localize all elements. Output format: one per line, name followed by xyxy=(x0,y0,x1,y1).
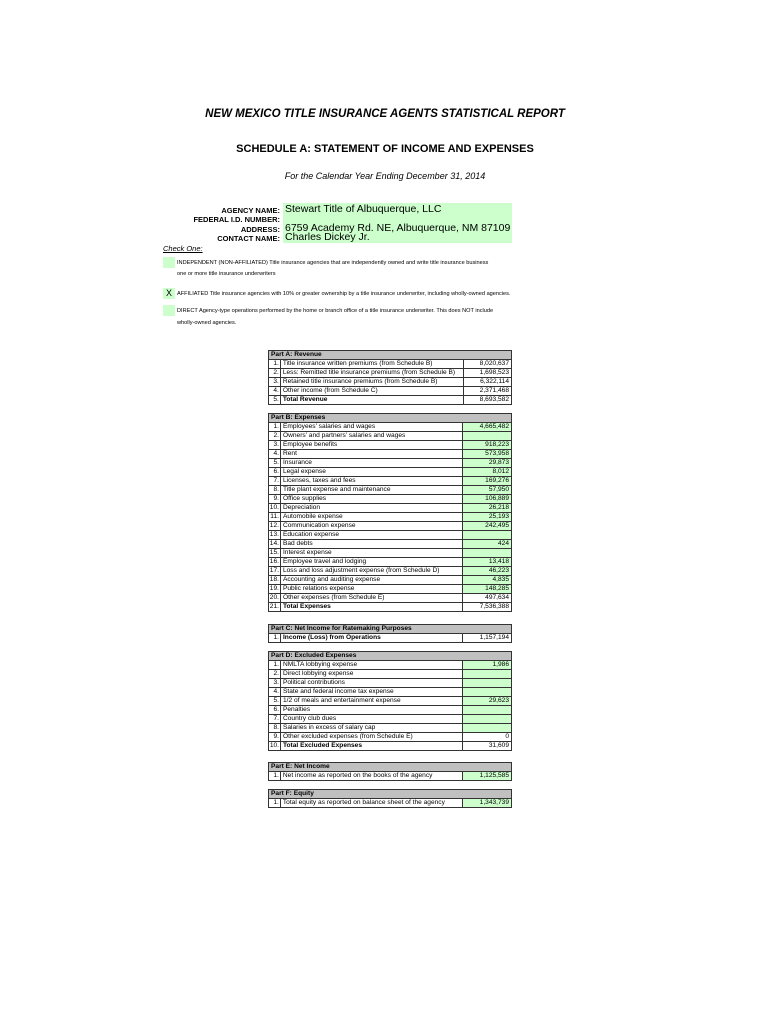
part-header-row xyxy=(269,763,512,772)
part-net-income-ratemaking-table xyxy=(268,624,512,643)
amount-input[interactable]: 29,873 xyxy=(463,459,512,468)
table-row xyxy=(269,378,512,387)
independent-option-text: INDEPENDENT (NON-AFFILIATED) Title insurance agencies that are independently owned and write title insurance business xyxy=(177,260,489,266)
table-row xyxy=(269,558,512,567)
line-label: Other income (from Schedule C) xyxy=(280,387,463,396)
line-number: 7. xyxy=(269,477,281,486)
contact-name-value[interactable]: Charles Dickey Jr. xyxy=(285,231,370,243)
report-title: NEW MEXICO TITLE INSURANCE AGENTS STATISTICAL REPORT xyxy=(205,108,565,120)
amount-input[interactable] xyxy=(463,724,512,733)
amount-input[interactable] xyxy=(463,531,512,540)
affiliated-option-text: AFFILIATED Title insurance agencies with 10% or greater ownership by a title insurance underwriter, including wholly-owned agencies. xyxy=(177,291,511,297)
line-label: Other excluded expenses (from Schedule E) xyxy=(280,733,462,742)
line-number: 12. xyxy=(269,522,279,529)
address-label: ADDRESS: xyxy=(240,225,280,234)
part-title: Part F: Equity xyxy=(269,790,512,799)
check-one-label: Check One: xyxy=(163,244,203,253)
table-row xyxy=(269,799,512,808)
line-label: Accounting and auditing expense xyxy=(280,576,462,585)
amount-value: 0 xyxy=(463,733,512,742)
amount-input[interactable]: 46,223 xyxy=(463,567,512,576)
part-header-row xyxy=(269,652,512,661)
table-row xyxy=(269,432,512,441)
amount-input[interactable]: 57,950 xyxy=(463,486,512,495)
line-number: 8. xyxy=(269,486,281,495)
amount-input[interactable] xyxy=(463,688,512,697)
line-label: Total Excluded Expenses xyxy=(280,742,462,751)
line-number: 13. xyxy=(269,531,279,538)
contact-name-label: CONTACT NAME: xyxy=(217,234,280,243)
line-label: Income (Loss) from Operations xyxy=(280,634,462,643)
independent-checkbox[interactable] xyxy=(163,257,175,268)
line-label: Total equity as reported on balance sheet of the agency xyxy=(280,799,463,808)
part-header-row xyxy=(269,414,512,423)
table-row xyxy=(269,634,512,643)
line-number: 1. xyxy=(269,772,281,781)
part-title: Part D: Excluded Expenses xyxy=(269,652,512,661)
part-equity-table xyxy=(268,789,512,808)
table-row xyxy=(269,679,512,688)
affiliated-checkbox[interactable]: X xyxy=(163,288,175,299)
fein-label: FEDERAL I.D. NUMBER: xyxy=(193,215,280,224)
table-row xyxy=(269,733,512,742)
part-header-row xyxy=(269,625,512,634)
table-row xyxy=(269,369,512,378)
line-label: Owners' and partners' salaries and wages xyxy=(280,432,462,441)
line-label: Interest expense xyxy=(280,549,462,558)
amount-value: 1,698,523 xyxy=(463,369,511,378)
amount-input[interactable]: 25,193 xyxy=(463,513,512,522)
line-number: 19. xyxy=(269,585,279,592)
direct-option-text: DIRECT Agency-type operations performed by the home or branch office of a title insurance underwriter. This does NOT include xyxy=(177,308,494,314)
amount-value: 8,020,637 xyxy=(463,360,511,369)
line-number: 3. xyxy=(269,378,281,387)
line-number: 1. xyxy=(269,634,281,643)
line-number: 3. xyxy=(269,441,281,450)
schedule-title: SCHEDULE A: STATEMENT OF INCOME AND EXPENSES xyxy=(236,143,534,155)
part-header-row xyxy=(269,351,512,360)
table-row xyxy=(269,772,512,781)
amount-value: 8,693,582 xyxy=(463,396,511,405)
table-row xyxy=(269,594,512,603)
amount-input[interactable] xyxy=(463,715,512,724)
line-label: Depreciation xyxy=(280,504,462,513)
line-label: 1/2 of meals and entertainment expense xyxy=(280,697,462,706)
table-row xyxy=(269,459,512,468)
table-row xyxy=(269,697,512,706)
part-title: Part E: Net Income xyxy=(269,763,512,772)
line-number: 6. xyxy=(269,468,281,477)
line-label: Retained title insurance premiums (from Schedule B) xyxy=(280,378,463,387)
line-number: 10. xyxy=(269,742,279,749)
line-label: Country club dues xyxy=(280,715,462,724)
amount-input[interactable]: 26,218 xyxy=(463,504,512,513)
line-label: Employee travel and lodging xyxy=(280,558,462,567)
line-number: 1. xyxy=(269,661,281,670)
line-number: 1. xyxy=(269,360,281,369)
line-number: 2. xyxy=(269,670,281,679)
table-row xyxy=(269,504,512,513)
line-number: 21. xyxy=(269,603,279,610)
line-number: 5. xyxy=(269,396,281,405)
table-row xyxy=(269,585,512,594)
line-label: Employee benefits xyxy=(280,441,462,450)
amount-input[interactable]: 573,958 xyxy=(463,450,512,459)
report-period: For the Calendar Year Ending December 31, 2014 xyxy=(284,171,486,181)
table-row xyxy=(269,531,512,540)
amount-input[interactable]: 13,418 xyxy=(463,558,512,567)
line-label: Total Revenue xyxy=(280,396,463,405)
line-number: 15. xyxy=(269,549,279,556)
amount-input[interactable]: 1,125,585 xyxy=(463,772,512,781)
table-row xyxy=(269,468,512,477)
line-number: 2. xyxy=(269,369,281,378)
line-label: Political contributions xyxy=(280,679,462,688)
table-row xyxy=(269,549,512,558)
table-row xyxy=(269,513,512,522)
line-number: 6. xyxy=(269,706,281,715)
table-row xyxy=(269,688,512,697)
line-label: Salaries in excess of salary cap xyxy=(280,724,462,733)
line-label: Title plant expense and maintenance xyxy=(280,486,462,495)
table-row xyxy=(269,715,512,724)
line-label: Net income as reported on the books of the agency xyxy=(280,772,462,781)
line-label: Legal expense xyxy=(280,468,462,477)
part-net-income-table xyxy=(268,762,512,781)
line-label: Insurance xyxy=(280,459,462,468)
line-label: Other expenses (from Schedule E) xyxy=(280,594,462,603)
amount-input[interactable]: 29,623 xyxy=(463,697,512,706)
amount-input[interactable]: 4,665,482 xyxy=(463,423,512,432)
agency-name-label: AGENCY NAME: xyxy=(221,206,280,215)
line-label: Education expense xyxy=(280,531,462,540)
amount-value: 497,634 xyxy=(463,594,512,603)
line-label: Employees' salaries and wages xyxy=(280,423,462,432)
table-row xyxy=(269,567,512,576)
line-number: 4. xyxy=(269,387,281,396)
amount-input[interactable] xyxy=(463,679,512,688)
table-row xyxy=(269,495,512,504)
line-number: 3. xyxy=(269,679,281,688)
part-expenses-table xyxy=(268,413,512,612)
line-number: 8. xyxy=(269,724,281,733)
table-row xyxy=(269,360,512,369)
line-number: 2. xyxy=(269,432,281,441)
line-label: NMLTA lobbying expense xyxy=(280,661,462,670)
line-label: Automobile expense xyxy=(280,513,462,522)
line-label: Penalties xyxy=(280,706,462,715)
table-row xyxy=(269,450,512,459)
line-number: 5. xyxy=(269,459,281,468)
line-label: Title insurance written premiums (from Schedule B) xyxy=(280,360,463,369)
line-number: 16. xyxy=(269,558,279,565)
amount-input[interactable]: 242,495 xyxy=(463,522,512,531)
amount-input[interactable]: 1,343,739 xyxy=(463,799,512,808)
amount-input[interactable]: 8,012 xyxy=(463,468,512,477)
amount-input[interactable] xyxy=(463,706,512,715)
part-title: Part B: Expenses xyxy=(269,414,512,423)
amount-value: 6,322,114 xyxy=(463,378,511,387)
line-label: Licenses, taxes and fees xyxy=(280,477,462,486)
direct-checkbox[interactable] xyxy=(163,305,175,316)
address-value[interactable]: 6759 Academy Rd. NE, Albuquerque, NM 87109 xyxy=(285,222,511,234)
line-number: 4. xyxy=(269,688,281,697)
amount-input[interactable]: 424 xyxy=(463,540,512,549)
line-number: 1. xyxy=(269,423,281,432)
line-number: 4. xyxy=(269,450,281,459)
line-label: Loss and loss adjustment expense (from Schedule D) xyxy=(280,567,462,576)
table-row xyxy=(269,670,512,679)
line-number: 18. xyxy=(269,576,279,583)
line-label: Direct lobbying expense xyxy=(280,670,462,679)
direct-option-text-2: wholly-owned agencies. xyxy=(177,320,237,326)
table-row xyxy=(269,540,512,549)
line-number: 5. xyxy=(269,697,281,706)
line-number: 20. xyxy=(269,594,279,601)
amount-input[interactable]: 106,889 xyxy=(463,495,512,504)
line-number: 9. xyxy=(269,495,281,504)
table-row xyxy=(269,441,512,450)
table-row xyxy=(269,603,512,612)
line-number: 11. xyxy=(270,513,279,520)
table-row xyxy=(269,724,512,733)
independent-option-text-2: one or more title insurance underwriters xyxy=(177,271,276,277)
table-row xyxy=(269,423,512,432)
amount-input[interactable] xyxy=(463,432,512,441)
amount-input[interactable]: 148,285 xyxy=(463,585,512,594)
table-row xyxy=(269,661,512,670)
line-number: 7. xyxy=(269,715,281,724)
part-title: Part A: Revenue xyxy=(269,351,512,360)
line-label: Total Expenses xyxy=(280,603,462,612)
line-number: 9. xyxy=(269,733,281,742)
part-revenue-table xyxy=(268,350,512,405)
line-number: 1. xyxy=(269,799,281,808)
amount-input[interactable] xyxy=(463,670,512,679)
amount-input[interactable] xyxy=(463,549,512,558)
line-number: 17. xyxy=(269,567,279,574)
amount-input[interactable]: 169,276 xyxy=(463,477,512,486)
amount-input[interactable]: 4,835 xyxy=(463,576,512,585)
part-header-row xyxy=(269,790,512,799)
part-title: Part C: Net Income for Ratemaking Purposes xyxy=(269,625,512,634)
amount-value: 1,157,194 xyxy=(463,634,512,643)
line-label: Office supplies xyxy=(280,495,462,504)
amount-input[interactable]: 1,986 xyxy=(463,661,512,670)
line-label: Bad debts xyxy=(280,540,462,549)
line-label: Rent xyxy=(280,450,462,459)
part-excluded-expenses-table xyxy=(268,651,512,751)
amount-value: 2,371,468 xyxy=(463,387,511,396)
table-row xyxy=(269,706,512,715)
table-row xyxy=(269,576,512,585)
table-row xyxy=(269,477,512,486)
agency-name-value[interactable]: Stewart Title of Albuquerque, LLC xyxy=(285,203,442,215)
line-number: 10. xyxy=(269,504,279,511)
amount-value: 31,609 xyxy=(463,742,512,751)
table-row xyxy=(269,742,512,751)
table-row xyxy=(269,396,512,405)
line-label: Communication expense xyxy=(280,522,462,531)
amount-input[interactable]: 918,223 xyxy=(463,441,512,450)
line-number: 14. xyxy=(269,540,279,547)
table-row xyxy=(269,387,512,396)
table-row xyxy=(269,522,512,531)
amount-value: 7,536,388 xyxy=(463,603,512,612)
table-row xyxy=(269,486,512,495)
line-label: State and federal income tax expense xyxy=(280,688,462,697)
line-label: Public relations expense xyxy=(280,585,462,594)
line-label: Less: Remitted title insurance premiums (from Schedule B) xyxy=(280,369,463,378)
